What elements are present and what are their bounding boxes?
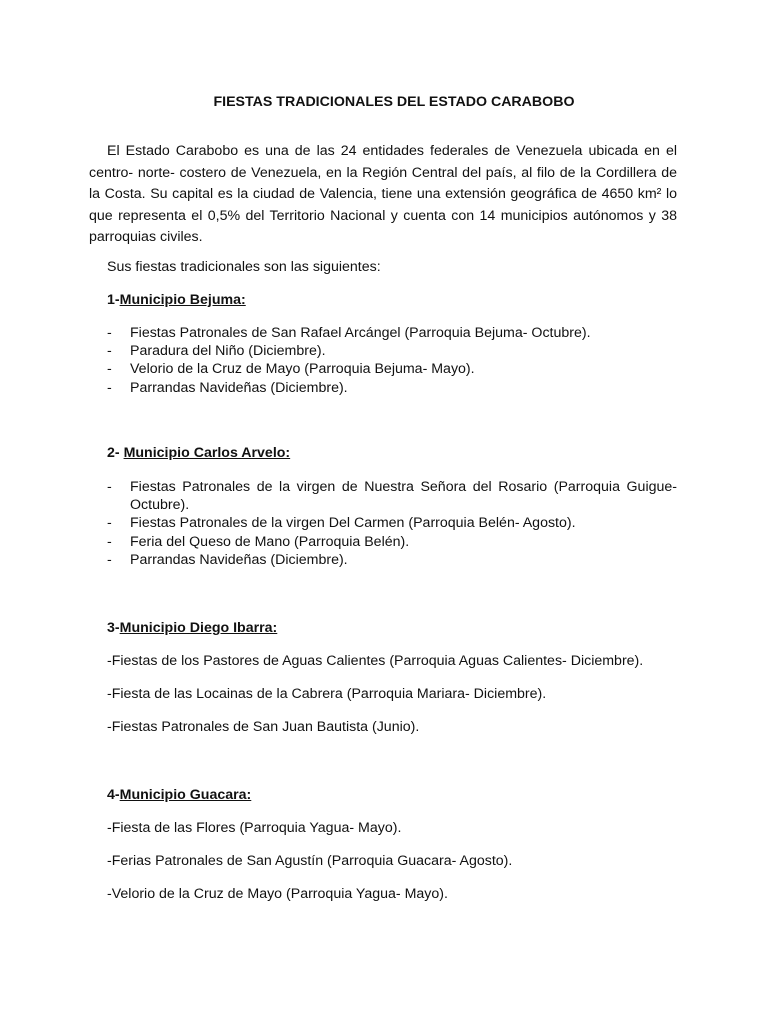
festival-line: -Ferias Patronales de San Agustín (Parroquia Guacara- Agosto). [107, 853, 513, 869]
section-number: 3- [107, 620, 120, 636]
dash-marker: - [107, 515, 112, 532]
intro-paragraph: El Estado Carabobo es una de las 24 entidades federales de Venezuela ubicada en el centro- norte- costero de Venezuela, en la Región Central del país, al filo de la Cordillera de la Costa. Su capital es la ciudad de Valencia, tiene una extensión geográfica de 4650 km² lo que representa el 0,5% del Territorio Nacional y cuenta con 14 municipios autónomos y 38 parroquias civiles. [89, 143, 677, 245]
bulleted-list-bejuma [107, 324, 677, 397]
list-item-text: Fiestas Patronales de la virgen Del Carmen (Parroquia Belén- Agosto). [130, 515, 576, 532]
section-heading-diego-ibarra [107, 620, 277, 636]
dash-marker: - [107, 479, 112, 495]
festival-line: -Fiestas Patronales de San Juan Bautista (Junio). [107, 719, 420, 735]
section-number: 1- [107, 292, 120, 308]
section-name: Municipio Guacara: [119, 787, 252, 803]
dash-marker: - [107, 533, 112, 550]
festival-line: -Velorio de la Cruz de Mayo (Parroquia Yagua- Mayo). [107, 886, 448, 902]
list-item-text: Parrandas Navideñas (Diciembre). [130, 379, 348, 396]
list-item-text: Velorio de la Cruz de Mayo (Parroquia Bejuma- Mayo). [130, 361, 475, 378]
section-heading-guacara [107, 787, 251, 803]
lead-sentence: Sus fiestas tradicionales son las siguientes: [107, 259, 381, 275]
document-title: FIESTAS TRADICIONALES DEL ESTADO CARABOBO [213, 94, 575, 110]
list-item [107, 324, 677, 342]
list-item-text: Fiestas Patronales de San Rafael Arcángel (Parroquia Bejuma- Octubre). [130, 325, 591, 341]
list-item-text: Paradura del Niño (Diciembre). [130, 343, 326, 360]
section-name: Municipio Bejuma: [119, 292, 246, 308]
list-item [107, 533, 677, 551]
list-item [107, 360, 677, 378]
list-item-text: Parrandas Navideñas (Diciembre). [130, 551, 348, 568]
section-name: Municipio Carlos Arvelo: [123, 445, 291, 461]
section-heading-bejuma [107, 292, 246, 308]
list-item-text: Fiestas Patronales de la virgen de Nuestra Señora del Rosario (Parroquia Guigue- Octubre). [130, 479, 677, 514]
list-item [107, 514, 677, 532]
bulleted-list-carlos-arvelo [107, 478, 677, 569]
section-name: Municipio Diego Ibarra: [119, 620, 278, 636]
dash-marker: - [107, 379, 112, 396]
dash-marker: - [107, 325, 112, 341]
list-item [107, 478, 677, 514]
list-item-text: Feria del Queso de Mano (Parroquia Belén). [130, 533, 410, 550]
dash-marker: - [107, 551, 112, 568]
list-item [107, 342, 677, 360]
list-item [107, 379, 677, 397]
festival-line: -Fiesta de las Locainas de la Cabrera (Parroquia Mariara- Diciembre). [107, 686, 547, 702]
festival-line: -Fiesta de las Flores (Parroquia Yagua- Mayo). [107, 820, 402, 836]
dash-marker: - [107, 361, 112, 378]
list-item [107, 551, 677, 569]
section-number: 4- [107, 787, 120, 803]
section-number: 2- [107, 445, 124, 461]
section-heading-carlos-arvelo [107, 445, 290, 461]
dash-marker: - [107, 343, 112, 360]
festival-line: -Fiestas de los Pastores de Aguas Calientes (Parroquia Aguas Calientes- Diciembre). [107, 653, 644, 669]
